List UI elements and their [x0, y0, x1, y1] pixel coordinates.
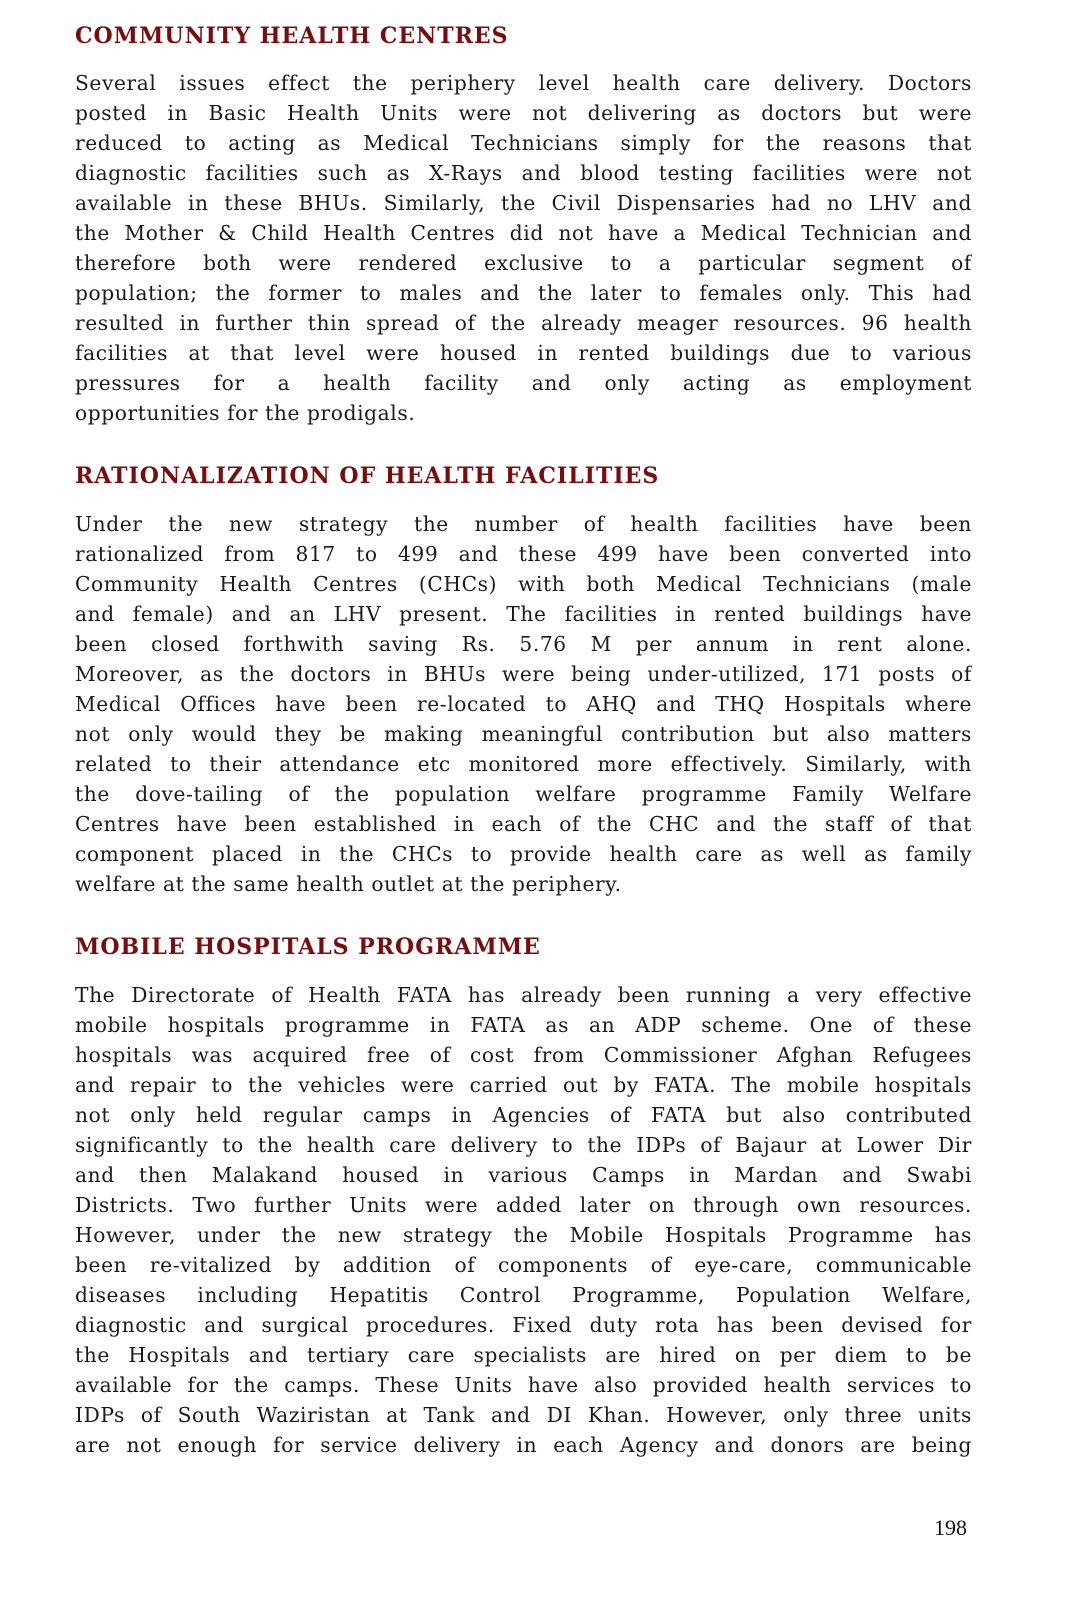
- section-heading-community-health-centres: COMMUNITY HEALTH CENTRES: [75, 23, 509, 49]
- section-body-rationalization: [75, 509, 972, 899]
- text-line: rationalized from 817 to 499 and these 499 have been converted into: [75, 542, 972, 566]
- text-line: resulted in further thin spread of the already meager resources. 96 health: [75, 311, 972, 335]
- text-line: component placed in the CHCs to provide health care as well as family: [75, 842, 972, 866]
- text-line: Under the new strategy the number of health facilities have been: [75, 512, 972, 536]
- text-line: and then Malakand housed in various Camps in Mardan and Swabi: [75, 1163, 972, 1187]
- text-line: Moreover, as the doctors in BHUs were being under-utilized, 171 posts of: [75, 662, 972, 686]
- text-line: population; the former to males and the later to females only. This had: [75, 281, 972, 305]
- section-body-community-health-centres: [75, 68, 972, 428]
- text-line: are not enough for service delivery in each Agency and donors are being: [75, 1433, 972, 1457]
- text-line: been re-vitalized by addition of components of eye-care, communicable: [75, 1253, 972, 1277]
- text-line: posted in Basic Health Units were not delivering as doctors but were: [75, 101, 972, 125]
- section-heading-mobile-hospitals: MOBILE HOSPITALS PROGRAMME: [75, 934, 541, 960]
- text-line: not only would they be making meaningful contribution but also matters: [75, 722, 972, 746]
- text-line: significantly to the health care delivery to the IDPs of Bajaur at Lower Dir: [75, 1133, 972, 1157]
- text-line: welfare at the same health outlet at the periphery.: [75, 872, 622, 896]
- text-line: The Directorate of Health FATA has already been running a very effective: [75, 983, 972, 1007]
- text-line: been closed forthwith saving Rs. 5.76 M per annum in rent alone.: [75, 632, 972, 656]
- text-line: Community Health Centres (CHCs) with both Medical Technicians (male: [75, 572, 972, 596]
- text-line: diseases including Hepatitis Control Programme, Population Welfare,: [75, 1283, 972, 1307]
- text-line: therefore both were rendered exclusive to a particular segment of: [75, 251, 972, 275]
- text-line: Centres have been established in each of the CHC and the staff of that: [75, 812, 972, 836]
- text-line: Several issues effect the periphery level health care delivery. Doctors: [75, 71, 972, 95]
- text-line: diagnostic and surgical procedures. Fixed duty rota has been devised for: [75, 1313, 972, 1337]
- section-body-mobile-hospitals: [75, 980, 972, 1460]
- page-number: 198: [934, 1515, 967, 1540]
- text-line: available in these BHUs. Similarly, the Civil Dispensaries had no LHV and: [75, 191, 972, 215]
- text-line: the dove-tailing of the population welfare programme Family Welfare: [75, 782, 972, 806]
- text-line: IDPs of South Waziristan at Tank and DI Khan. However, only three units: [75, 1403, 972, 1427]
- text-line: Medical Offices have been re-located to AHQ and THQ Hospitals where: [75, 692, 972, 716]
- text-line: related to their attendance etc monitored more effectively. Similarly, with: [75, 752, 972, 776]
- text-line: and repair to the vehicles were carried out by FATA. The mobile hospitals: [75, 1073, 972, 1097]
- section-heading-rationalization: RATIONALIZATION OF HEALTH FACILITIES: [75, 463, 660, 489]
- text-line: facilities at that level were housed in rented buildings due to various: [75, 341, 972, 365]
- text-line: and female) and an LHV present. The facilities in rented buildings have: [75, 602, 972, 626]
- text-line: the Hospitals and tertiary care specialists are hired on per diem to be: [75, 1343, 972, 1367]
- text-line: reduced to acting as Medical Technicians simply for the reasons that: [75, 131, 972, 155]
- text-line: not only held regular camps in Agencies of FATA but also contributed: [75, 1103, 972, 1127]
- text-line: mobile hospitals programme in FATA as an ADP scheme. One of these: [75, 1013, 972, 1037]
- text-line: However, under the new strategy the Mobile Hospitals Programme has: [75, 1223, 972, 1247]
- text-line: available for the camps. These Units have also provided health services to: [75, 1373, 972, 1397]
- text-line: hospitals was acquired free of cost from Commissioner Afghan Refugees: [75, 1043, 972, 1067]
- text-line: opportunities for the prodigals.: [75, 401, 416, 425]
- text-line: Districts. Two further Units were added later on through own resources.: [75, 1193, 972, 1217]
- text-line: diagnostic facilities such as X-Rays and blood testing facilities were not: [75, 161, 972, 185]
- text-line: the Mother & Child Health Centres did not have a Medical Technician and: [75, 221, 972, 245]
- text-line: pressures for a health facility and only acting as employment: [75, 371, 972, 395]
